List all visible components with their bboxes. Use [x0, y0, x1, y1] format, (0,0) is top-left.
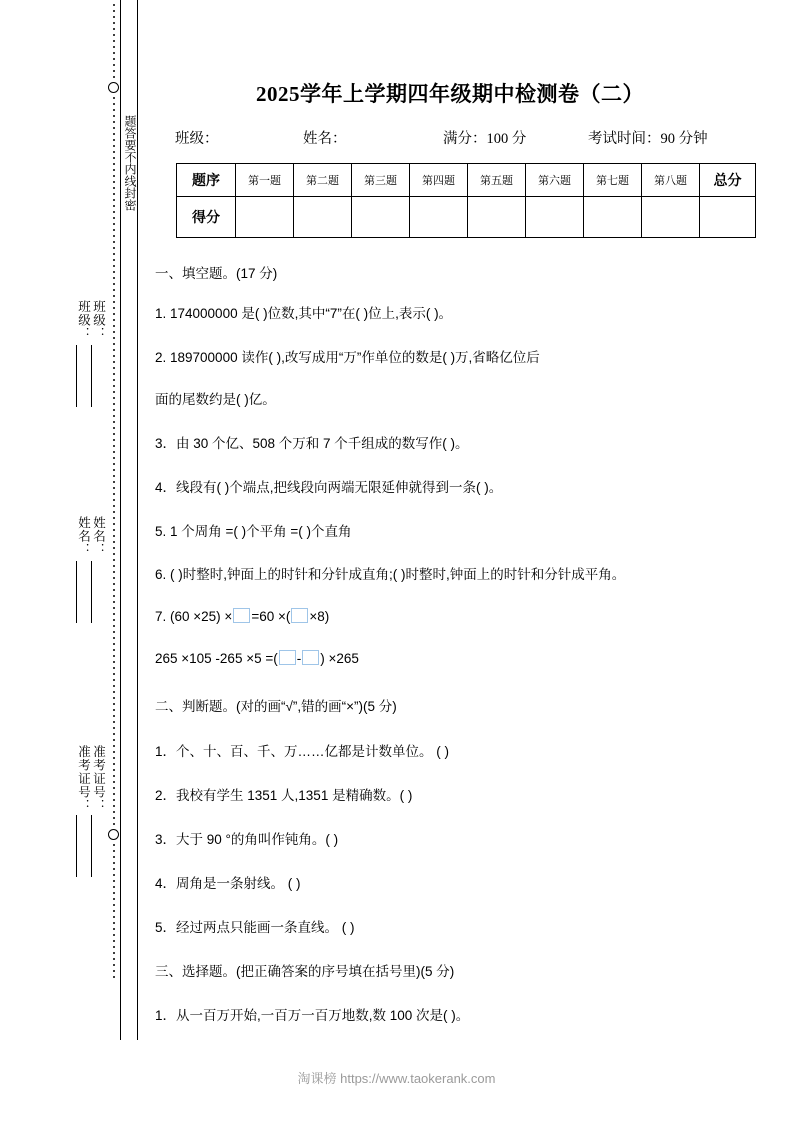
seal-dot: [113, 505, 115, 507]
seal-dotted-rule: [112, 0, 115, 1040]
seal-dot: [113, 856, 115, 858]
seal-dot: [113, 325, 115, 327]
seal-dot: [113, 217, 115, 219]
seal-dot: [113, 349, 115, 351]
seal-dot: [113, 811, 115, 813]
seal-dot: [113, 457, 115, 459]
seal-dot: [113, 277, 115, 279]
section-heading-3: 三、选择题。(把正确答案的序号填在括号里)(5 分): [155, 964, 455, 979]
seal-dot: [113, 205, 115, 207]
seal-field-exam-no-1: 准考证号：: [76, 745, 91, 813]
seal-dot: [113, 445, 115, 447]
seal-dot: [113, 70, 115, 72]
seal-dot: [113, 157, 115, 159]
question-line: 2. 189700000 读作( ),改写成用“万”作单位的数是( )万,省略亿位后: [155, 350, 540, 365]
seal-dot: [113, 199, 115, 201]
seal-dot: [113, 799, 115, 801]
question-formula-line: [155, 650, 359, 666]
seal-dot: [113, 868, 115, 870]
seal-dot: [113, 757, 115, 759]
seal-dot: [113, 52, 115, 54]
seal-dot: [113, 769, 115, 771]
seal-dot: [113, 499, 115, 501]
seal-dot: [113, 301, 115, 303]
score-table-column-header-4: 第四题: [410, 164, 468, 197]
seal-dot: [113, 817, 115, 819]
question-line: 4．线段有( )个端点,把线段向两端无限延伸就得到一条( )。: [155, 480, 503, 495]
seal-dot: [113, 952, 115, 954]
seal-dot: [113, 916, 115, 918]
seal-dot: [113, 823, 115, 825]
seal-dot: [113, 904, 115, 906]
seal-dot: [113, 547, 115, 549]
seal-dot: [113, 22, 115, 24]
score-table-column-header-7: 第七题: [584, 164, 642, 197]
seal-dot: [113, 946, 115, 948]
score-input-cell-8[interactable]: [642, 197, 700, 238]
seal-circle-marker: [108, 829, 119, 840]
seal-dot: [113, 928, 115, 930]
seal-dot: [113, 850, 115, 852]
answer-box[interactable]: [291, 608, 308, 623]
seal-field-exam-no-2-rule: [91, 815, 92, 877]
seal-dot: [113, 577, 115, 579]
score-table-column-header-2: 第二题: [294, 164, 352, 197]
seal-dot: [113, 886, 115, 888]
seal-dot: [113, 922, 115, 924]
score-table: [176, 163, 756, 238]
seal-dot: [113, 745, 115, 747]
seal-dot: [113, 367, 115, 369]
seal-dot: [113, 481, 115, 483]
question-line: 1．从一百万开始,一百万一百万地数,数 100 次是( )。: [155, 1008, 470, 1023]
info-full-marks: 满分：100 分: [443, 131, 527, 147]
seal-dot: [113, 133, 115, 135]
seal-dot: [113, 874, 115, 876]
seal-dot: [113, 28, 115, 30]
seal-dot: [113, 361, 115, 363]
seal-dot: [113, 289, 115, 291]
seal-dot: [113, 583, 115, 585]
score-table-column-header-3: 第三题: [352, 164, 410, 197]
seal-circle-marker: [108, 82, 119, 93]
seal-dot: [113, 631, 115, 633]
score-input-cell-1[interactable]: [236, 197, 294, 238]
seal-dot: [113, 253, 115, 255]
seal-field-class-2: 班级：: [91, 300, 106, 341]
section-heading-1: 一、填空题。(17 分): [155, 266, 278, 281]
seal-dot: [113, 307, 115, 309]
seal-dot: [113, 958, 115, 960]
question-line: 6. ( )时整时,钟面上的时针和分针成直角;( )时整时,钟面上的时针和分针成平角。: [155, 567, 626, 582]
question-line: 面的尾数约是( )亿。: [155, 392, 276, 407]
seal-dot: [113, 427, 115, 429]
seal-dot: [113, 469, 115, 471]
seal-dot: [113, 313, 115, 315]
score-input-cell-2[interactable]: [294, 197, 352, 238]
seal-dot: [113, 739, 115, 741]
question-line: 4．周角是一条射线。 ( ): [155, 876, 301, 891]
question-line: 3．由 30 个亿、508 个万和 7 个千组成的数写作( )。: [155, 436, 469, 451]
seal-dot: [113, 775, 115, 777]
seal-dot: [113, 643, 115, 645]
seal-dot: [113, 211, 115, 213]
formula-text: 7. (60 ×25) ×: [155, 609, 233, 624]
score-table-column-header-1: 第一题: [236, 164, 294, 197]
seal-dot: [113, 595, 115, 597]
seal-dot: [113, 409, 115, 411]
seal-dot: [113, 385, 115, 387]
seal-dot: [113, 439, 115, 441]
answer-box[interactable]: [279, 650, 296, 665]
seal-dot: [113, 169, 115, 171]
formula-text: ×8): [309, 609, 330, 624]
info-name-label: 姓名：: [303, 131, 347, 147]
exam-sheet: [150, 0, 793, 1122]
seal-dot: [113, 175, 115, 177]
seal-dot: [113, 247, 115, 249]
seal-dot: [113, 529, 115, 531]
seal-dot: [113, 139, 115, 141]
seal-dot: [113, 295, 115, 297]
seal-dot: [113, 805, 115, 807]
seal-dot: [113, 667, 115, 669]
footer-watermark: 淘课榜 https://www.taokerank.com: [297, 1071, 496, 1086]
seal-dot: [113, 397, 115, 399]
seal-dot: [113, 121, 115, 123]
seal-dot: [113, 613, 115, 615]
seal-dot: [113, 661, 115, 663]
seal-dot: [113, 46, 115, 48]
question-line: 5．经过两点只能画一条直线。 ( ): [155, 920, 355, 935]
score-input-cell-9[interactable]: [700, 197, 756, 238]
seal-field-name-2: 姓名：: [91, 516, 106, 557]
seal-dot: [113, 517, 115, 519]
score-table-column-header-5: 第五题: [468, 164, 526, 197]
section-heading-2: 二、判断题。(对的画“√”,错的画“×”)(5 分): [155, 699, 397, 714]
seal-dot: [113, 601, 115, 603]
score-input-cell-6[interactable]: [526, 197, 584, 238]
formula-text: =60 ×(: [251, 609, 291, 624]
seal-dot: [113, 403, 115, 405]
seal-dot: [113, 103, 115, 105]
info-exam-time: 考试时间：90 分钟: [588, 131, 708, 147]
seal-dot: [113, 571, 115, 573]
seal-dot: [113, 715, 115, 717]
seal-dot: [113, 910, 115, 912]
seal-dot: [113, 940, 115, 942]
seal-dot: [113, 235, 115, 237]
seal-field-exam-no-1-rule: [76, 815, 77, 877]
seal-dot: [113, 475, 115, 477]
seal-dot: [113, 565, 115, 567]
score-table-total-header: 总分: [700, 164, 756, 197]
formula-text: ) ×265: [320, 651, 359, 666]
score-input-cell-4[interactable]: [410, 197, 468, 238]
seal-dot: [113, 763, 115, 765]
seal-dot: [113, 964, 115, 966]
seal-dot: [113, 898, 115, 900]
question-line: 2．我校有学生 1351 人,1351 是精确数。( ): [155, 788, 413, 803]
score-table-row-label: 题序: [177, 164, 236, 197]
question-line: 3．大于 90 °的角叫作钝角。( ): [155, 832, 339, 847]
seal-dot: [113, 535, 115, 537]
seal-dot: [113, 109, 115, 111]
question-line: 1. 174000000 是( )位数,其中“7”在( )位上,表示( )。: [155, 306, 453, 321]
seal-field-class-2-rule: [91, 345, 92, 407]
seal-field-name-1-rule: [76, 561, 77, 623]
table-row: [177, 164, 756, 197]
seal-dot: [113, 283, 115, 285]
seal-dot: [113, 127, 115, 129]
seal-dot: [113, 379, 115, 381]
seal-dot: [113, 541, 115, 543]
seal-dot: [113, 163, 115, 165]
seal-dot: [113, 76, 115, 78]
seal-field-exam-no-2: 准考证号：: [91, 745, 106, 813]
seal-dot: [113, 34, 115, 36]
score-input-cell-7[interactable]: [584, 197, 642, 238]
seal-dot: [113, 727, 115, 729]
seal-dot: [113, 589, 115, 591]
score-table-column-header-8: 第八题: [642, 164, 700, 197]
seal-dot: [113, 391, 115, 393]
seal-dot: [113, 421, 115, 423]
seal-field-name-2-rule: [91, 561, 92, 623]
seal-dot: [113, 415, 115, 417]
table-row: [177, 197, 756, 238]
seal-dot: [113, 463, 115, 465]
seal-dot: [113, 10, 115, 12]
seal-margin: [0, 0, 150, 1122]
seal-dot: [113, 709, 115, 711]
seal-dot: [113, 58, 115, 60]
seal-dot: [113, 649, 115, 651]
seal-dot: [113, 343, 115, 345]
seal-dot: [113, 223, 115, 225]
score-table-column-header-6: 第六题: [526, 164, 584, 197]
question-formula-line: [155, 608, 329, 624]
seal-dot: [113, 976, 115, 978]
answer-box[interactable]: [302, 650, 319, 665]
seal-dot: [113, 862, 115, 864]
seal-dot: [113, 733, 115, 735]
seal-dot: [113, 97, 115, 99]
seal-dot: [113, 880, 115, 882]
seal-dot: [113, 793, 115, 795]
seal-dot: [113, 892, 115, 894]
seal-dot: [113, 691, 115, 693]
seal-dot: [113, 373, 115, 375]
seal-dot: [113, 607, 115, 609]
seal-dot: [113, 697, 115, 699]
seal-dot: [113, 970, 115, 972]
seal-dot: [113, 625, 115, 627]
seal-field-class-1-rule: [76, 345, 77, 407]
seal-dot: [113, 781, 115, 783]
seal-dot: [113, 751, 115, 753]
score-table-row-label: 得分: [177, 197, 236, 238]
seal-dot: [113, 511, 115, 513]
question-line: 1．个、十、百、千、万……亿都是计数单位。 ( ): [155, 744, 450, 759]
seal-dot: [113, 64, 115, 66]
seal-dot: [113, 115, 115, 117]
seal-dot: [113, 703, 115, 705]
seal-dot: [113, 331, 115, 333]
answer-box[interactable]: [233, 608, 250, 623]
seal-dot: [113, 553, 115, 555]
seal-dot: [113, 259, 115, 261]
formula-text: -: [296, 651, 302, 666]
seal-dot: [113, 151, 115, 153]
seal-dot: [113, 187, 115, 189]
formula-text: 265 ×105 -265 ×5 =(: [155, 651, 278, 666]
seal-dot: [113, 229, 115, 231]
seal-dot: [113, 271, 115, 273]
seal-dot: [113, 685, 115, 687]
seal-dot: [113, 40, 115, 42]
question-line: 5. 1 个周角 =( )个平角 =( )个直角: [155, 524, 352, 539]
seal-dot: [113, 844, 115, 846]
seal-dot: [113, 934, 115, 936]
seal-dot: [113, 4, 115, 6]
seal-dot: [113, 487, 115, 489]
seal-dot: [113, 181, 115, 183]
score-input-cell-5[interactable]: [468, 197, 526, 238]
page-title: 2025学年上学期四年级期中检测卷（二）: [256, 82, 644, 106]
seal-dot: [113, 787, 115, 789]
seal-dot: [113, 451, 115, 453]
seal-dot: [113, 337, 115, 339]
seal-dot: [113, 493, 115, 495]
seal-dot: [113, 655, 115, 657]
seal-dot: [113, 193, 115, 195]
seal-dot: [113, 145, 115, 147]
seal-dot: [113, 559, 115, 561]
score-input-cell-3[interactable]: [352, 197, 410, 238]
seal-notice-char-1: 题答要不内线封密: [123, 115, 137, 211]
seal-dot: [113, 355, 115, 357]
seal-dot: [113, 265, 115, 267]
seal-dot: [113, 16, 115, 18]
seal-dot: [113, 433, 115, 435]
seal-dot: [113, 319, 115, 321]
seal-dot: [113, 673, 115, 675]
seal-dot: [113, 721, 115, 723]
seal-field-class-1: 班级：: [76, 300, 91, 341]
seal-dot: [113, 619, 115, 621]
exam-info-line: [175, 127, 755, 148]
seal-dot: [113, 637, 115, 639]
seal-dot: [113, 523, 115, 525]
seal-field-name-1: 姓名：: [76, 516, 91, 557]
seal-dot: [113, 241, 115, 243]
info-class-label: 班级：: [175, 131, 219, 147]
seal-dot: [113, 679, 115, 681]
